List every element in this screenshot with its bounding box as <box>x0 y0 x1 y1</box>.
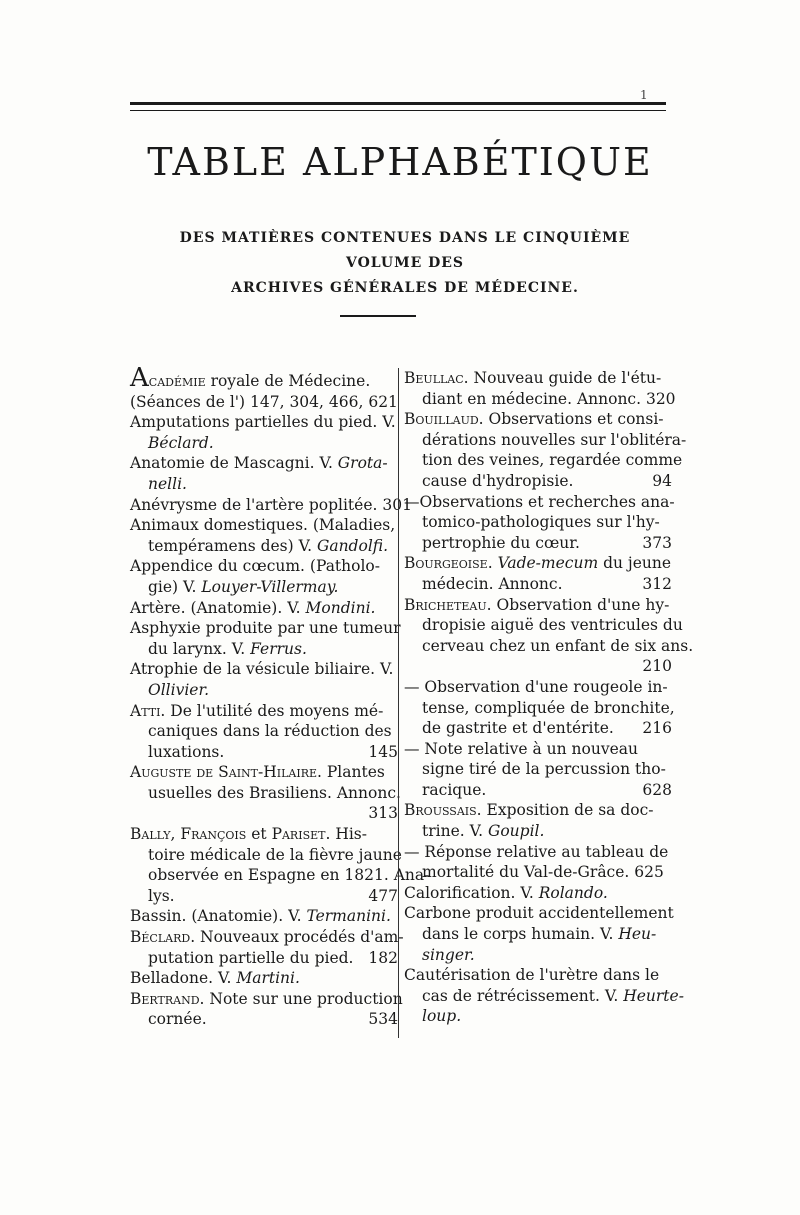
right-index-line <box>404 595 672 616</box>
left-index-entry <box>130 1009 398 1030</box>
left-index-line <box>130 680 398 701</box>
left-index-line <box>130 989 403 1010</box>
right-index-text: trine. V. <box>422 822 488 841</box>
left-index-line <box>130 1009 398 1030</box>
left-index-line <box>130 824 398 845</box>
right-index-entry <box>404 903 672 924</box>
left-index-line <box>130 803 398 824</box>
right-index-text: 94 <box>652 471 672 490</box>
left-index-entry <box>130 577 398 598</box>
right-index-text: Bricheteau <box>404 595 487 614</box>
left-index-text: Appendice du cœcum. (Patholo- <box>130 557 380 576</box>
right-index-line <box>404 512 672 533</box>
right-index-text: — Réponse relative au tableau de <box>404 842 669 861</box>
left-index-line <box>130 536 398 557</box>
left-index-text: François <box>180 825 247 844</box>
right-index-line <box>404 409 672 430</box>
left-index-text: Bally <box>130 825 171 844</box>
right-index-text: tomico-pathologiques sur l'hy- <box>422 513 660 532</box>
left-index-text: . His- <box>325 825 367 844</box>
right-index-text: Heurte- <box>623 986 684 1005</box>
right-index-text: tion des veines, regardée comme <box>422 451 683 470</box>
right-index-entry <box>404 368 672 389</box>
right-index-line <box>404 780 672 801</box>
left-index-text: Ollivier. <box>148 680 210 699</box>
left-index-entry <box>130 618 401 639</box>
left-index-text: 145 <box>368 742 398 761</box>
page-title: TABLE ALPHABÉTIQUE <box>147 140 653 184</box>
left-index-line <box>130 453 398 474</box>
left-index-entry <box>130 742 398 763</box>
left-index-line <box>130 515 398 536</box>
left-index-text: Louyer-Villermay. <box>201 577 339 596</box>
left-index-text: . Nouveaux procédés d'am- <box>190 928 404 947</box>
right-index-entry <box>404 677 672 698</box>
right-index-text: du jeune <box>598 554 672 573</box>
right-index-text: . Observations et consi- <box>478 410 664 429</box>
left-index-entry <box>130 927 404 948</box>
right-index-text: tense, compliquée de bronchite, <box>422 698 675 717</box>
left-index-entry <box>130 392 398 413</box>
left-index-text: . Plantes <box>317 763 385 782</box>
left-index-line <box>130 906 398 927</box>
right-index-line <box>404 800 672 821</box>
left-index-text: nelli. <box>148 474 187 493</box>
left-index-line <box>130 618 401 639</box>
left-index-entry <box>130 363 398 393</box>
left-index-entry <box>130 659 398 680</box>
right-index-text: diant en médecine. Annonc. 320 <box>422 389 676 408</box>
right-index-entry <box>404 965 672 986</box>
left-index-entry <box>130 453 398 474</box>
left-index-text: (Séances de l') 147, 304, 466, 621 <box>130 392 398 411</box>
left-index-text: A <box>130 363 149 393</box>
left-index-entry <box>130 824 398 845</box>
right-index-text: cerveau chez un enfant de six ans. <box>422 636 694 655</box>
index-column-right <box>404 368 694 1027</box>
left-index-line <box>130 474 398 495</box>
right-index-line <box>404 430 687 451</box>
right-index-entry <box>404 739 672 760</box>
left-index-text: Atrophie de la vésicule biliaire. V. <box>130 660 394 679</box>
left-index-line <box>130 783 401 804</box>
right-index-line <box>404 698 675 719</box>
right-index-line <box>404 471 672 492</box>
left-index-text: gie) V. <box>148 577 202 596</box>
left-index-text: toire médicale de la fièvre jaune <box>148 845 402 864</box>
left-index-entry <box>130 906 398 927</box>
section-rule <box>340 315 416 317</box>
left-index-entry <box>130 783 401 804</box>
left-index-text: Bassin. (Anatomie). V. <box>130 907 307 926</box>
left-index-text: luxations. <box>148 742 225 761</box>
right-index-entry <box>404 595 672 616</box>
left-index-entry <box>130 701 398 722</box>
right-index-entry <box>404 1006 672 1027</box>
right-index-text: 628 <box>642 780 672 799</box>
right-index-text: Goupil. <box>487 822 545 841</box>
right-index-text: Rolando. <box>538 883 608 902</box>
right-index-text: Cautérisation de l'urètre dans le <box>404 966 660 985</box>
left-index-text: Amputations partielles du pied. V. <box>130 413 396 432</box>
left-index-text: du larynx. V. <box>148 639 251 658</box>
left-index-text: Atti <box>130 701 161 720</box>
right-index-entry <box>404 615 683 636</box>
right-index-text: signe tiré de la percussion tho- <box>422 760 666 779</box>
right-index-text: — Observation d'une rougeole in- <box>404 677 668 696</box>
left-index-text: Ferrus. <box>250 639 307 658</box>
right-index-text: 216 <box>642 719 672 738</box>
right-index-entry <box>404 492 675 513</box>
left-index-text: Auguste de Saint-Hilaire <box>130 763 318 782</box>
right-index-line <box>404 492 675 513</box>
left-index-text: Béclard <box>130 928 191 947</box>
right-index-line <box>404 636 694 657</box>
right-index-entry <box>404 574 672 595</box>
right-index-entry <box>404 471 672 492</box>
left-index-line <box>130 392 398 413</box>
left-index-line <box>130 968 398 989</box>
index-column-left <box>130 363 430 1030</box>
right-index-line <box>404 615 683 636</box>
left-index-text: Gandolfi. <box>316 536 389 555</box>
left-index-line <box>130 886 398 907</box>
top-double-rule-thin <box>130 110 666 111</box>
right-index-entry <box>404 883 672 904</box>
page-mark: 1 <box>640 88 648 102</box>
left-index-text: Grota- <box>337 454 388 473</box>
left-index-entry <box>130 433 398 454</box>
right-index-line <box>404 821 672 842</box>
left-index-text: usuelles des Brasiliens. Annonc. <box>148 783 401 802</box>
left-index-line <box>130 598 398 619</box>
left-index-text: et <box>246 825 272 844</box>
right-index-entry <box>404 636 694 657</box>
right-index-line <box>404 574 672 595</box>
left-index-entry <box>130 495 412 516</box>
right-index-line <box>404 739 672 760</box>
right-index-entry <box>404 389 676 410</box>
left-index-text: cornée. <box>148 1010 207 1029</box>
right-index-line <box>404 862 672 883</box>
right-index-text: . Exposition de sa doc- <box>476 801 654 820</box>
left-index-line <box>130 721 398 742</box>
right-index-text: . Nouveau guide de l'étu- <box>463 369 662 387</box>
right-index-line <box>404 986 684 1007</box>
right-index-text: singer. <box>422 945 475 964</box>
left-index-text: Belladone. V. <box>130 969 237 988</box>
left-index-line <box>130 742 398 763</box>
left-index-text: observée en Espagne en 1821. Ana- <box>148 866 430 885</box>
left-index-line <box>130 845 402 866</box>
right-index-text: Heu- <box>618 925 657 944</box>
left-index-line <box>130 363 398 393</box>
left-index-entry <box>130 412 398 433</box>
right-index-entry <box>404 533 672 554</box>
right-index-text: dropisie aiguë des ventricules du <box>422 616 683 635</box>
left-index-text: 534 <box>368 1010 398 1029</box>
right-index-text: dérations nouvelles sur l'oblitéra- <box>422 430 687 449</box>
left-index-text: Artère. (Anatomie). V. <box>130 598 306 617</box>
left-index-entry <box>130 556 398 577</box>
right-index-text: pertrophie du cœur. <box>422 533 580 552</box>
left-index-line <box>130 577 398 598</box>
left-index-line <box>130 556 398 577</box>
right-index-line <box>404 450 683 471</box>
right-index-text: 312 <box>642 574 672 593</box>
page-subtitle <box>140 226 670 301</box>
right-index-text: mortalité du Val-de-Grâce. 625 <box>422 863 664 882</box>
left-index-line <box>130 701 398 722</box>
left-index-entry <box>130 536 398 557</box>
right-index-text: 210 <box>642 657 672 676</box>
left-index-line <box>130 865 430 886</box>
right-index-text: — Note relative à un nouveau <box>404 739 638 758</box>
left-index-line <box>130 948 398 969</box>
right-index-text: Broussais <box>404 801 477 820</box>
right-index-line <box>404 718 672 739</box>
right-index-line <box>404 533 672 554</box>
left-index-entry <box>130 680 398 701</box>
left-index-text: Asphyxie produite par une tumeur <box>130 619 401 638</box>
right-index-line <box>404 903 672 924</box>
left-index-text: . De l'utilité des moyens mé- <box>160 701 384 720</box>
right-index-entry <box>404 718 672 739</box>
left-index-text: lys. <box>148 886 175 905</box>
left-index-text: royale de Médecine. <box>205 372 371 390</box>
left-index-text: Animaux domestiques. (Maladies, <box>130 516 396 535</box>
left-index-entry <box>130 886 398 907</box>
left-index-entry <box>130 639 398 660</box>
right-index-text: Beullac <box>404 369 464 387</box>
left-index-entry <box>130 989 403 1010</box>
left-index-text: 182 <box>368 948 398 967</box>
right-index-line <box>404 656 672 677</box>
left-index-text: Anévrysme de l'artère poplitée. 301 <box>130 495 412 514</box>
left-index-line <box>130 495 412 516</box>
left-index-text: Pariset <box>271 825 326 844</box>
right-index-entry <box>404 924 672 945</box>
left-index-entry <box>130 803 398 824</box>
right-index-entry <box>404 945 672 966</box>
right-index-text: cause d'hydropisie. <box>422 471 574 490</box>
left-index-line <box>130 762 398 783</box>
right-index-line <box>404 677 672 698</box>
right-index-text: cas de rétrécissement. V. <box>422 986 624 1005</box>
left-index-text: putation partielle du pied. <box>148 948 354 967</box>
left-index-text: tempéramens des) V. <box>148 536 317 555</box>
subtitle-line-1: DES MATIÈRES CONTENUES DANS LE CINQUIÈME VOLUME DES <box>179 230 631 271</box>
right-index-line <box>404 389 676 410</box>
right-index-entry <box>404 821 672 842</box>
right-index-entry <box>404 656 672 677</box>
left-index-text: cadémie <box>148 372 206 390</box>
left-index-text: Anatomie de Mascagni. V. <box>130 454 338 473</box>
right-index-entry <box>404 800 672 821</box>
right-index-text: médecin. Annonc. <box>422 574 563 593</box>
left-index-entry <box>130 721 398 742</box>
right-index-line <box>404 553 672 574</box>
right-index-line <box>404 883 672 904</box>
right-index-entry <box>404 842 672 863</box>
left-index-entry <box>130 474 398 495</box>
left-index-entry <box>130 968 398 989</box>
right-index-entry <box>404 430 687 451</box>
right-index-entry <box>404 512 672 533</box>
right-index-line <box>404 965 672 986</box>
right-index-text: Bourgeoise <box>404 554 488 573</box>
right-index-line <box>404 759 672 780</box>
right-index-entry <box>404 862 672 883</box>
right-index-entry <box>404 698 675 719</box>
left-index-text: Mondini. <box>305 598 376 617</box>
right-index-line <box>404 1006 672 1027</box>
left-index-entry <box>130 845 402 866</box>
right-index-text: . Observation d'une hy- <box>486 595 670 614</box>
left-index-line <box>130 639 398 660</box>
left-index-text: caniques dans la réduction des <box>148 722 392 741</box>
left-index-text: . Note sur une production <box>199 989 403 1008</box>
right-index-text: Carbone produit accidentellement <box>404 904 674 923</box>
right-index-entry <box>404 759 672 780</box>
right-index-entry <box>404 553 672 574</box>
right-index-text: . <box>487 554 498 573</box>
left-index-text: Martini. <box>236 969 300 988</box>
right-index-text: 373 <box>642 533 672 552</box>
right-index-line <box>404 924 672 945</box>
left-index-line <box>130 412 398 433</box>
subtitle-line-2: ARCHIVES GÉNÉRALES DE MÉDECINE. <box>231 280 579 296</box>
right-index-text: Calorification. V. <box>404 883 539 902</box>
left-index-line <box>130 659 398 680</box>
left-index-line <box>130 433 398 454</box>
column-divider <box>398 368 399 1038</box>
right-index-text: Bouillaud <box>404 410 479 429</box>
left-index-entry <box>130 948 398 969</box>
right-index-entry <box>404 986 684 1007</box>
left-index-text: 313 <box>368 804 398 823</box>
right-index-entry <box>404 409 672 430</box>
left-index-entry <box>130 865 430 886</box>
top-double-rule-thick <box>130 102 666 105</box>
right-index-text: loup. <box>422 1007 462 1026</box>
right-index-entry <box>404 450 683 471</box>
right-index-text: Vade-mecum <box>497 554 599 573</box>
left-index-text: 477 <box>368 886 398 905</box>
right-index-entry <box>404 780 672 801</box>
right-index-text: —Observations et recherches ana- <box>404 492 675 511</box>
left-index-entry <box>130 598 398 619</box>
left-index-text: Bertrand <box>130 989 200 1008</box>
left-index-line <box>130 927 404 948</box>
left-index-text: Béclard. <box>148 433 214 452</box>
right-index-line <box>404 945 672 966</box>
right-index-text: racique. <box>422 780 487 799</box>
right-index-text: dans le corps humain. V. <box>422 925 619 944</box>
left-index-entry <box>130 515 398 536</box>
left-index-entry <box>130 762 398 783</box>
left-index-text: Termanini. <box>306 907 391 926</box>
right-index-text: de gastrite et d'entérite. <box>422 719 614 738</box>
right-index-line <box>404 842 672 863</box>
left-index-text: , <box>170 825 181 844</box>
right-index-line <box>404 368 672 389</box>
